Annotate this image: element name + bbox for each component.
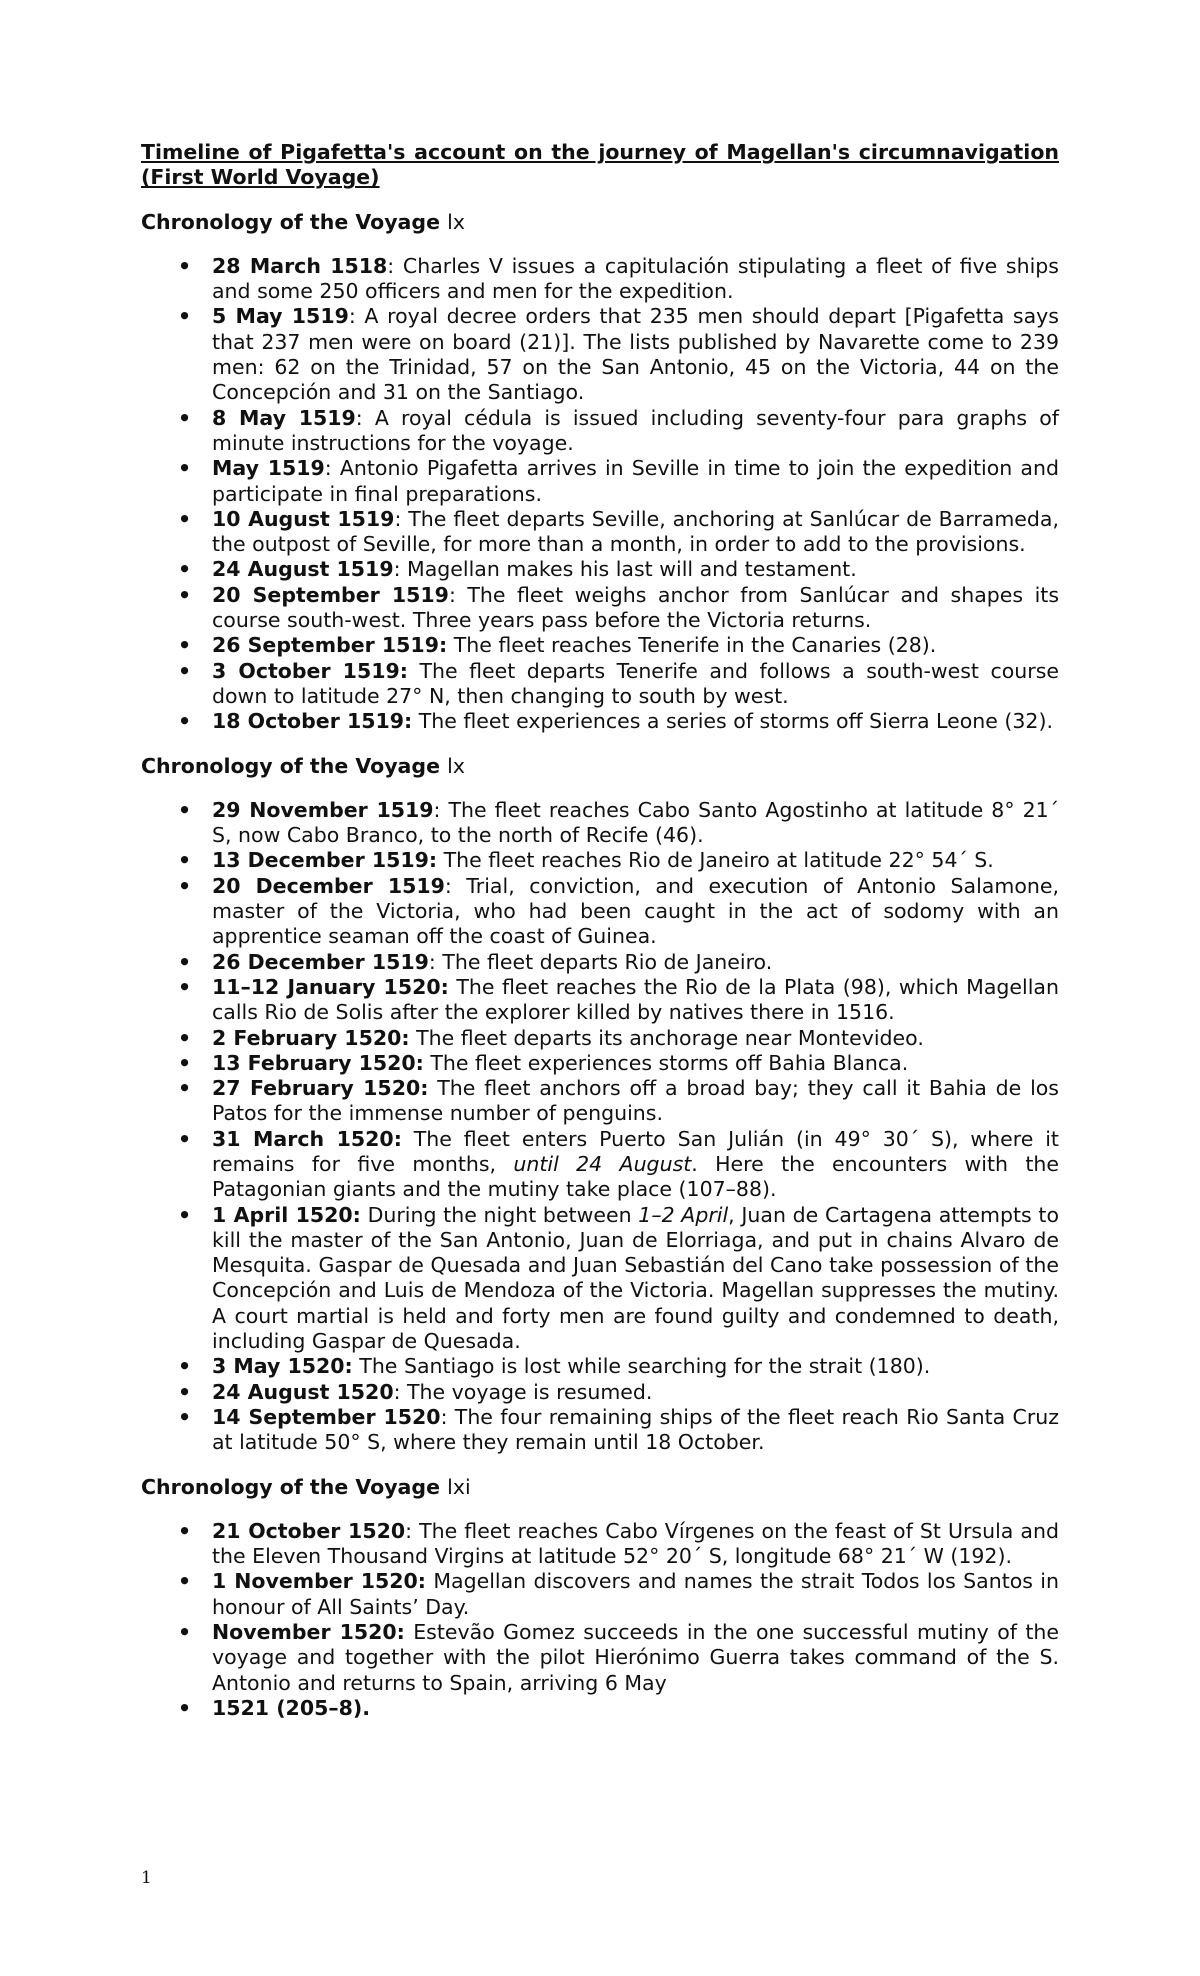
section-heading-text: Chronology of the Voyage xyxy=(141,209,440,234)
timeline-entry xyxy=(141,254,1059,305)
timeline-entry xyxy=(141,1076,1059,1127)
section-page-numeral: lxi xyxy=(447,1474,471,1499)
entry-separator: : xyxy=(444,873,467,898)
entry-text-italic: until 24 August xyxy=(513,1151,692,1176)
section-page-numeral: lx xyxy=(447,753,465,778)
entry-separator: : xyxy=(405,1518,420,1543)
entry-date: 10 August 1519 xyxy=(212,506,395,531)
entry-date: November 1520: xyxy=(212,1620,405,1645)
entry-date: 26 September 1519: xyxy=(212,633,448,658)
timeline-entry xyxy=(141,1203,1059,1355)
entry-date: 27 February 1520: xyxy=(212,1076,429,1101)
entry-text-italic: 1–2 April xyxy=(638,1202,729,1227)
timeline-entry xyxy=(141,1380,1059,1405)
entry-date: 29 November 1519 xyxy=(212,797,434,822)
entry-date: 11–12 January 1520: xyxy=(212,974,449,999)
entry-separator xyxy=(361,1203,368,1227)
timeline-entry xyxy=(141,1519,1059,1570)
entry-text: The fleet enters Puerto San Julián (in 49° 30´ S), where it remains for five months, xyxy=(212,1126,1059,1176)
entry-date: 1 April 1520: xyxy=(212,1202,361,1227)
entry-text: Antonio Pigafetta arrives in Seville in time to join the expedition and participate in final preparations. xyxy=(212,456,1059,506)
entry-text: Trial, conviction, and execution of Antonio Salamone, master of the Victoria, who had been caught in the act of sodomy with an apprentice seaman off the coast of Guinea. xyxy=(212,873,1059,949)
timeline-entry xyxy=(141,709,1059,734)
timeline-entry xyxy=(141,1127,1059,1203)
timeline-entry xyxy=(141,1620,1059,1696)
timeline-entry xyxy=(141,583,1059,634)
section-page-numeral: lx xyxy=(447,209,465,234)
entry-date: 8 May 1519 xyxy=(212,405,356,430)
entry-date: 5 May 1519 xyxy=(212,304,349,329)
entry-separator: : xyxy=(393,1379,408,1404)
timeline-list xyxy=(141,254,1059,735)
entry-date: 20 September 1519 xyxy=(212,582,449,607)
entry-date: May 1519 xyxy=(212,456,325,481)
timeline-list xyxy=(141,1519,1059,1721)
entry-date: 1521 (205–8). xyxy=(212,1695,371,1720)
entry-separator: : xyxy=(394,506,409,531)
timeline-entry xyxy=(141,1026,1059,1051)
timeline-entry xyxy=(141,659,1059,710)
timeline-entry xyxy=(141,848,1059,873)
timeline-entry xyxy=(141,1354,1059,1379)
entry-text: The fleet experiences a series of storms off Sierra Leone (32). xyxy=(418,709,1053,734)
entry-text: The fleet reaches Cabo Santo Agostinho at latitude 8° 21´ S, now Cabo Branco, to the north of Recife (46). xyxy=(212,797,1059,848)
entry-text: The fleet reaches Tenerife in the Canaries (28). xyxy=(453,633,937,658)
timeline-entry xyxy=(141,950,1059,975)
entry-text: The fleet reaches Cabo Vírgenes on the feast of St Ursula and the Eleven Thousand Virgins at latitude 52° 20´ S, longitude 68° 21´ W (192). xyxy=(212,1518,1059,1569)
entry-date: 14 September 1520 xyxy=(212,1404,441,1429)
entry-separator: : xyxy=(440,1404,455,1429)
entry-text: The four remaining ships of the fleet reach Rio Santa Cruz at latitude 50° S, where they remain until 18 October. xyxy=(212,1404,1059,1455)
entry-separator xyxy=(405,1620,413,1644)
entry-text: The fleet reaches Rio de Janeiro at latitude 22° 54´ S. xyxy=(443,848,994,873)
entry-date: 26 December 1519 xyxy=(212,949,429,974)
section-heading xyxy=(141,210,1059,235)
entry-separator: : xyxy=(393,557,408,582)
entry-text: A royal decree orders that 235 men should depart [Pigafetta says that 237 men were on board (21)]. The lists published by Navarette come to 239 men: 62 on the Trinidad, 57 on the San Antonio, 45 on the Victoria, 44 on the Concepción and 31 on the Santiago. xyxy=(212,304,1059,405)
entry-separator: : xyxy=(387,253,403,278)
timeline-entry xyxy=(141,1696,1059,1721)
entry-date: 20 December 1519 xyxy=(212,873,445,898)
entry-date: 21 October 1520 xyxy=(212,1518,406,1543)
entry-separator xyxy=(428,1076,437,1100)
section-heading-text: Chronology of the Voyage xyxy=(141,753,440,778)
entry-date: 13 December 1519: xyxy=(212,848,438,873)
entry-separator: : xyxy=(433,797,449,822)
entry-text: The fleet departs Tenerife and follows a south-west course down to latitude 27° N, then changing to south by west. xyxy=(212,658,1059,708)
entry-text: The Santiago is lost while searching for the strait (180). xyxy=(359,1354,931,1379)
entry-text: During the night between xyxy=(367,1202,639,1227)
entry-text: The fleet departs Rio de Janeiro. xyxy=(442,949,773,974)
timeline-entry xyxy=(141,1051,1059,1076)
entry-text: The fleet departs Seville, anchoring at Sanlúcar de Barrameda, the outpost of Seville, for more than a month, in order to add to the provisions. xyxy=(212,506,1059,557)
entry-text: , Juan de Cartagena attempts to kill the master of the San Antonio, Juan de Elorriaga, and put in chains Alvaro de Mesquita. Gaspar de Quesada and Juan Sebastián del Cano take possession of the Concepción and Luis de Mendoza of the Victoria. Magellan suppresses the mutiny. A court martial is held and forty men are found guilty and condemned to death, including Gaspar de Quesada. xyxy=(212,1202,1059,1354)
entry-separator: : xyxy=(348,304,365,329)
entry-separator xyxy=(408,659,420,683)
timeline-entry xyxy=(141,1405,1059,1456)
document-page xyxy=(141,140,1059,1740)
entry-date: 2 February 1520: xyxy=(212,1025,410,1050)
entry-text: The fleet departs its anchorage near Montevideo. xyxy=(416,1025,924,1050)
entry-date: 28 March 1518 xyxy=(212,253,388,278)
entry-separator xyxy=(402,1127,414,1151)
entry-text: Charles V issues a capitulación stipulating a fleet of five ships and some 250 officers and men for the expedition. xyxy=(212,253,1059,304)
entry-text: The voyage is resumed. xyxy=(407,1379,653,1404)
entry-text: The fleet anchors off a broad bay; they call it Bahia de los Patos for the immense number of penguins. xyxy=(212,1076,1059,1126)
entry-text: . Here the encounters with the Patagonian giants and the mutiny take place (107–88). xyxy=(212,1151,1060,1202)
chronology-sections xyxy=(141,210,1059,1722)
timeline-entry xyxy=(141,798,1059,849)
timeline-entry xyxy=(141,456,1059,507)
entry-date: 1 November 1520: xyxy=(212,1569,426,1594)
entry-text: A royal cédula is issued including seventy-four para graphs of minute instructions for the voyage. xyxy=(212,405,1059,455)
entry-separator: : xyxy=(355,405,375,430)
entry-date: 18 October 1519: xyxy=(212,709,413,734)
timeline-entry xyxy=(141,507,1059,558)
entry-date: 24 August 1520 xyxy=(212,1379,394,1404)
entry-date: 24 August 1519 xyxy=(212,557,394,582)
timeline-entry xyxy=(141,406,1059,457)
entry-text: The fleet weighs anchor from Sanlúcar and shapes its course south-west. Three years pass before the Victoria returns. xyxy=(212,582,1059,633)
entry-text: Magellan makes his last will and testament. xyxy=(407,557,857,582)
timeline-entry xyxy=(141,975,1059,1026)
timeline-entry xyxy=(141,304,1059,405)
timeline-entry xyxy=(141,1569,1059,1620)
entry-separator: : xyxy=(428,949,443,974)
entry-separator: : xyxy=(324,456,340,481)
entry-date: 3 October 1519: xyxy=(212,658,408,683)
entry-date: 13 February 1520: xyxy=(212,1050,424,1075)
entry-text: Magellan discovers and names the strait Todos los Santos in honour of All Saints’ Day. xyxy=(212,1569,1059,1619)
entry-text: The fleet reaches the Rio de la Plata (98), which Magellan calls Rio de Solis after the explorer killed by natives there in 1516. xyxy=(212,974,1059,1025)
timeline-entry xyxy=(141,557,1059,582)
timeline-list xyxy=(141,798,1059,1456)
entry-text: Estevão Gomez succeeds in the one successful mutiny of the voyage and together with the pilot Hierónimo Guerra takes command of the S. Antonio and returns to Spain, arriving 6 May xyxy=(212,1620,1059,1695)
document-title: Timeline of Pigafetta's account on the journey of Magellan's circumnavigation (First World Voyage) xyxy=(141,140,1059,190)
entry-date: 3 May 1520: xyxy=(212,1354,353,1379)
timeline-entry xyxy=(141,633,1059,658)
section-heading-text: Chronology of the Voyage xyxy=(141,1474,440,1499)
entry-text: The fleet experiences storms off Bahia Blanca. xyxy=(430,1050,909,1075)
section-heading xyxy=(141,1475,1059,1500)
timeline-entry xyxy=(141,874,1059,950)
entry-date: 31 March 1520: xyxy=(212,1126,402,1151)
entry-separator: : xyxy=(448,582,468,607)
page-number: 1 xyxy=(141,1868,152,1888)
section-heading xyxy=(141,754,1059,779)
